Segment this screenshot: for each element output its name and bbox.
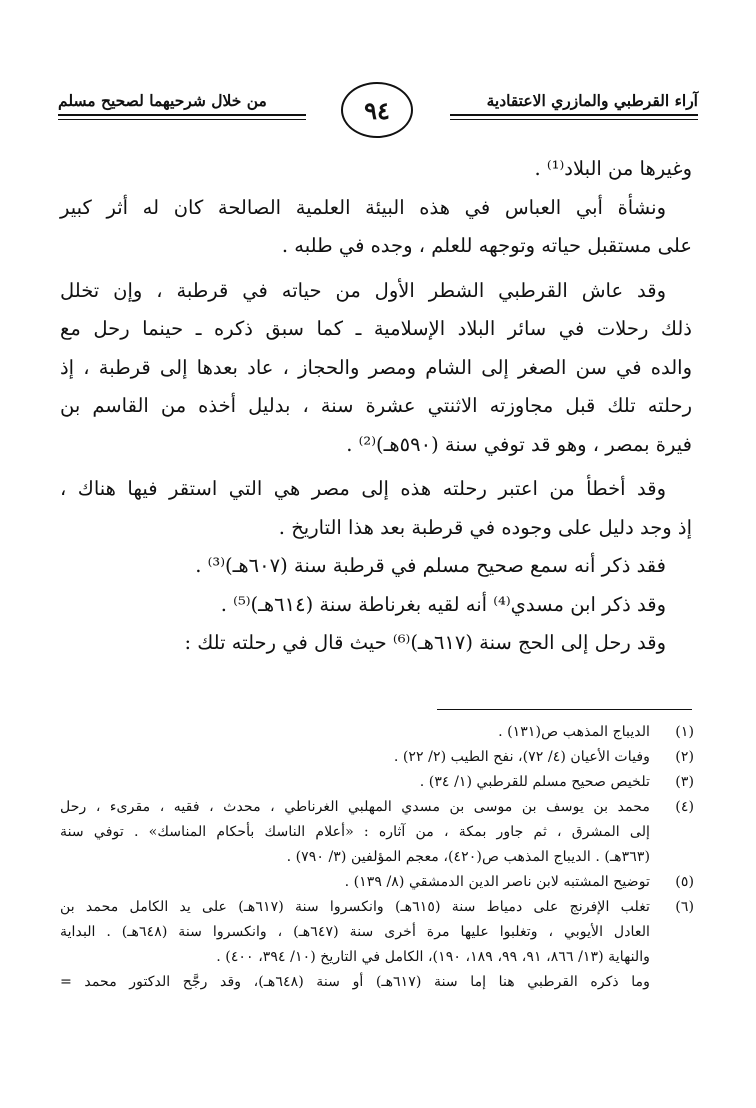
running-header	[58, 88, 698, 148]
footnote-line: وما ذكره القرطبي هنا إما سنة (٦١٧هـ) أو سنة (٦٤٨هـ)، وقد رجَّح الدكتور محمد =	[60, 974, 650, 990]
body-line: فقد ذكر أنه سمع صحيح مسلم في قرطبة سنة (٦٠٧هـ)⁽³⁾ .	[195, 554, 666, 577]
footnote-number: (١)	[675, 724, 694, 740]
footnote-number: (٣)	[675, 774, 694, 790]
body-line: ونشأة أبي العباس في هذه البيئة العلمية الصالحة كان له أثر كبير	[60, 195, 666, 219]
body-line: وقد عاش القرطبي الشطر الأول من حياته في قرطبة ، وإن تخلل	[60, 278, 666, 302]
header-rule	[58, 119, 306, 120]
footnote-line: الديباج المذهب ص(١٣١) .	[498, 724, 650, 740]
footnote-number: (٢)	[675, 749, 694, 765]
body-line: فيرة بمصر ، وهو قد توفي سنة (٥٩٠هـ)⁽²⁾ .	[346, 432, 692, 456]
header-rule	[58, 114, 306, 116]
footnote	[60, 895, 694, 995]
body-line: ذلك رحلات في سائر البلاد الإسلامية ـ كما سبق ذكره ـ حينما رحل مع	[60, 317, 692, 340]
footnote	[60, 745, 694, 770]
footnote	[60, 795, 694, 870]
footnote	[60, 870, 694, 895]
body-line: وقد أخطأ من اعتبر رحلته هذه إلى مصر هي التي استقر فيها هناك ،	[60, 477, 666, 500]
footnote-line: والنهاية (١٣/ ٨٦٦، ٩١، ٩٩، ١٨٩، ١٩٠)، الكامل في التاريخ (١٠/ ٣٩٤، ٤٠٠) .	[216, 949, 650, 965]
footnote-line: تغلب الإفرنج على دمياط سنة (٦١٥هـ) وانكسروا سنة (٦١٧هـ) على يد الكامل محمد بن	[60, 899, 650, 915]
header-rule	[450, 114, 698, 116]
body-line: رحلته تلك قبل مجاوزته الاثنتي عشرة سنة ، بدليل أخذه من القاسم بن	[60, 394, 692, 417]
footnote-number: (٦)	[675, 899, 694, 915]
body-line: وقد ذكر ابن مسدي⁽⁴⁾ أنه لقيه بغرناطة سنة (٦١٤هـ)⁽⁵⁾ .	[220, 592, 666, 616]
footnote-line: إلى المشرق ، ثم جاور بمكة ، من آثاره : «أعلام الناسك بأحكام المناسك» . توفي سنة	[60, 824, 650, 840]
body-line: وقد رحل إلى الحج سنة (٦١٧هـ)⁽⁶⁾ حيث قال في رحلته تلك :	[184, 631, 666, 654]
header-rule	[450, 119, 698, 120]
footnote-divider	[437, 709, 692, 710]
footnote-line: العادل الأيوبي ، وتغلبوا عليها مرة أخرى سنة (٦٤٧هـ) ، وانكسروا سنة (٦٤٨هـ) . البداية	[60, 924, 650, 940]
body-text	[60, 150, 692, 663]
body-line: والده في سن الصغر إلى الشام ومصر والحجاز ، عاد بعدها إلى قرطبة ، إذ	[60, 355, 692, 379]
page-number: ٩٤	[341, 82, 413, 138]
footnote-line: وفيات الأعيان (٤/ ٧٢)، نفح الطيب (٢/ ٢٢) .	[393, 749, 650, 765]
footnote-line: تلخيص صحيح مسلم للقرطبي (١/ ٣٤) .	[419, 774, 650, 790]
footnote-line: توضيح المشتبه لابن ناصر الدين الدمشقي (٨/ ١٣٩) .	[344, 874, 650, 890]
book-subtitle: من خلال شرحيهما لصحيح مسلم	[58, 91, 267, 110]
footnotes	[60, 720, 694, 995]
footnote-line: محمد بن يوسف بن موسى بن مسدي المهلبي الغرناطي ، محدث ، فقيه ، مقرىء ، رحل	[60, 799, 650, 815]
footnote-number: (٥)	[675, 874, 694, 890]
footnote-line: (٣٦٣هـ) . الديباج المذهب ص(٤٢٠)، معجم المؤلفين (٣/ ٧٩٠) .	[286, 849, 650, 865]
book-title: آراء القرطبي والمازري الاعتقادية	[486, 91, 698, 110]
body-line: إذ وجد دليل على وجوده في قرطبة بعد هذا التاريخ .	[278, 515, 692, 539]
footnote	[60, 720, 694, 745]
body-line: وغيرها من البلاد⁽¹⁾ .	[534, 157, 692, 180]
body-line: على مستقبل حياته وتوجهه للعلم ، وجده في طلبه .	[281, 234, 692, 257]
footnote-number: (٤)	[675, 799, 694, 815]
footnote	[60, 770, 694, 795]
